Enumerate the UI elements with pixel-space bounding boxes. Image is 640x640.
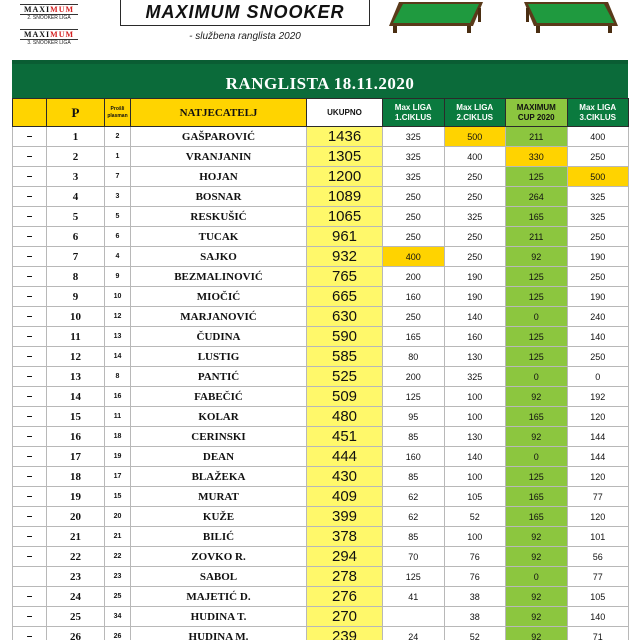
liga-cycle-2-points: 100 [444,527,506,547]
competitor-name: SAJKO [131,247,307,267]
maximum-cup-points: 92 [506,607,568,627]
liga-cycle-2-points: 130 [444,427,506,447]
liga-cycle-1-points: 62 [383,507,445,527]
liga-cycle-1-points: 85 [383,467,445,487]
maximum-cup-points: 92 [506,547,568,567]
previous-place-cell: 22 [105,547,131,567]
liga-cycle-1-points: 85 [383,427,445,447]
liga-cycle-3-points: 325 [567,187,629,207]
previous-place-cell: 2 [105,127,131,147]
movement-indicator: – [13,387,47,407]
movement-indicator: – [13,487,47,507]
previous-place-cell: 11 [105,407,131,427]
total-points: 480 [307,407,383,427]
liga-cycle-2-points: 105 [444,487,506,507]
movement-indicator: – [13,347,47,367]
liga-cycle-1-points: 250 [383,227,445,247]
position-cell: 23 [47,567,105,587]
liga-cycle-3-points: 190 [567,247,629,267]
position-cell: 20 [47,507,105,527]
liga-cycle-2-points: 325 [444,207,506,227]
table-header-row [13,99,629,127]
table-row [13,507,629,527]
liga-cycle-3-points: 192 [567,387,629,407]
maximum-cup-points: 92 [506,387,568,407]
table-row [13,187,629,207]
liga-cycle-2-points: 130 [444,347,506,367]
position-cell: 19 [47,487,105,507]
previous-place-cell: 4 [105,247,131,267]
position-cell: 1 [47,127,105,147]
table-row [13,307,629,327]
competitor-name: BILIĆ [131,527,307,547]
movement-indicator: – [13,407,47,427]
competitor-name: CERINSKI [131,427,307,447]
total-points: 525 [307,367,383,387]
header-total: UKUPNO [307,99,383,127]
previous-place-cell: 3 [105,187,131,207]
movement-indicator: – [13,547,47,567]
previous-place-cell: 7 [105,167,131,187]
maximum-cup-points: 165 [506,507,568,527]
maximum-cup-points: 0 [506,367,568,387]
liga-cycle-3-points: 101 [567,527,629,547]
previous-place-cell: 8 [105,367,131,387]
total-points: 1436 [307,127,383,147]
movement-indicator: – [13,167,47,187]
logo-caption: 3. SNOOKER LIGA [27,40,71,46]
movement-indicator: – [13,147,47,167]
movement-indicator: – [13,207,47,227]
competitor-name: ČUDINA [131,327,307,347]
previous-place-cell: 18 [105,427,131,447]
position-cell: 14 [47,387,105,407]
competitor-name: ZOVKO R. [131,547,307,567]
total-points: 409 [307,487,383,507]
liga-cycle-3-points: 120 [567,407,629,427]
liga-cycle-3-points: 105 [567,587,629,607]
position-cell: 3 [47,167,105,187]
table-row [13,167,629,187]
liga-cycle-2-points: 160 [444,327,506,347]
liga-cycle-1-points: 125 [383,387,445,407]
table-row [13,147,629,167]
maximum-cup-points: 125 [506,267,568,287]
liga-cycle-2-points: 76 [444,567,506,587]
total-points: 1305 [307,147,383,167]
table-row [13,227,629,247]
liga-cycle-3-points: 250 [567,147,629,167]
liga-cycle-1-points: 62 [383,487,445,507]
previous-place-cell: 1 [105,147,131,167]
header-move [13,99,47,127]
total-points: 1200 [307,167,383,187]
table-row [13,487,629,507]
liga-cycle-2-points: 76 [444,547,506,567]
liga-cycle-1-points: 325 [383,147,445,167]
liga-cycle-3-points: 77 [567,567,629,587]
league-2-logo [20,4,78,26]
position-cell: 8 [47,267,105,287]
table-row [13,427,629,447]
liga-cycle-3-points: 325 [567,207,629,227]
liga-cycle-2-points: 190 [444,287,506,307]
position-cell: 12 [47,347,105,367]
liga-cycle-3-points: 250 [567,227,629,247]
liga-cycle-2-points: 38 [444,607,506,627]
liga-cycle-2-points: 250 [444,227,506,247]
competitor-name: BEZMALINOVIĆ [131,267,307,287]
table-row [13,367,629,387]
movement-indicator: – [13,307,47,327]
total-points: 1065 [307,207,383,227]
competitor-name: KUŽE [131,507,307,527]
liga-cycle-1-points: 250 [383,307,445,327]
maximum-cup-points: 165 [506,407,568,427]
maximum-cup-points: 330 [506,147,568,167]
maximum-cup-points: 0 [506,567,568,587]
previous-place-cell: 14 [105,347,131,367]
ranking-heading: RANGLISTA 18.11.2020 [225,74,415,93]
movement-indicator: – [13,607,47,627]
table-row [13,207,629,227]
league-3-logo [20,29,78,51]
liga-cycle-2-points: 140 [444,307,506,327]
total-points: 932 [307,247,383,267]
competitor-name: MARJANOVIĆ [131,307,307,327]
competitor-name: DEAN [131,447,307,467]
competitor-name: MAJETIĆ D. [131,587,307,607]
total-points: 444 [307,447,383,467]
maximum-cup-points: 125 [506,287,568,307]
position-cell: 22 [47,547,105,567]
maximum-cup-points: 92 [506,587,568,607]
liga-cycle-3-points: 240 [567,307,629,327]
ranking-board [12,60,628,640]
liga-cycle-2-points: 325 [444,367,506,387]
page-header [0,0,640,60]
liga-cycle-1-points: 325 [383,167,445,187]
competitor-name: BOSNAR [131,187,307,207]
page-subtitle: - službena ranglista 2020 [189,31,301,42]
page-title-box [120,0,370,26]
liga-cycle-3-points: 77 [567,487,629,507]
maximum-cup-points: 211 [506,127,568,147]
competitor-name: HUDINA M. [131,627,307,640]
movement-indicator: – [13,427,47,447]
total-points: 378 [307,527,383,547]
previous-place-cell: 12 [105,307,131,327]
liga-cycle-2-points: 250 [444,167,506,187]
total-points: 961 [307,227,383,247]
table-row [13,447,629,467]
total-points: 430 [307,467,383,487]
total-points: 509 [307,387,383,407]
table-row [13,387,629,407]
competitor-name: SABOL [131,567,307,587]
liga-cycle-1-points: 250 [383,187,445,207]
previous-place-cell: 15 [105,487,131,507]
header-liga-cycle-3: Max LIGA 3.CIKLUS [567,99,629,127]
position-cell: 18 [47,467,105,487]
liga-cycle-2-points: 52 [444,507,506,527]
total-points: 399 [307,507,383,527]
maximum-cup-points: 0 [506,447,568,467]
previous-place-cell: 10 [105,287,131,307]
total-points: 665 [307,287,383,307]
movement-indicator: – [13,447,47,467]
movement-indicator: – [13,227,47,247]
liga-cycle-1-points [383,607,445,627]
competitor-name: MIOČIĆ [131,287,307,307]
table-row [13,527,629,547]
liga-cycle-3-points: 140 [567,327,629,347]
liga-cycle-1-points: 165 [383,327,445,347]
maximum-cup-points: 211 [506,227,568,247]
liga-cycle-1-points: 85 [383,527,445,547]
movement-indicator: – [13,367,47,387]
maximum-cup-points: 92 [506,627,568,640]
competitor-name: HUDINA T. [131,607,307,627]
table-row [13,347,629,367]
previous-place-cell: 21 [105,527,131,547]
previous-place-cell: 19 [105,447,131,467]
table-row [13,287,629,307]
maximum-cup-points: 125 [506,347,568,367]
table-row [13,407,629,427]
previous-place-cell: 9 [105,267,131,287]
liga-cycle-3-points: 120 [567,467,629,487]
liga-cycle-1-points: 160 [383,447,445,467]
position-cell: 7 [47,247,105,267]
total-points: 270 [307,607,383,627]
snooker-table-image [385,0,487,34]
header-maximum-cup: MAXIMUM CUP 2020 [506,99,568,127]
liga-cycle-3-points: 140 [567,607,629,627]
previous-place-cell: 23 [105,567,131,587]
liga-cycle-2-points: 500 [444,127,506,147]
competitor-name: GAŠPAROVIĆ [131,127,307,147]
position-cell: 16 [47,427,105,447]
total-points: 590 [307,327,383,347]
logo-wordmark: MAXIMUM [20,4,78,15]
liga-cycle-3-points: 250 [567,267,629,287]
movement-indicator: – [13,327,47,347]
previous-place-cell: 25 [105,587,131,607]
maximum-cup-points: 0 [506,307,568,327]
position-cell: 5 [47,207,105,227]
header-liga-cycle-2: Max LIGA 2.CIKLUS [444,99,506,127]
competitor-name: VRANJANIN [131,147,307,167]
liga-cycle-2-points: 250 [444,247,506,267]
table-row [13,547,629,567]
total-points: 585 [307,347,383,367]
competitor-name: BLAŽEKA [131,467,307,487]
competitor-name: TUCAK [131,227,307,247]
maximum-cup-points: 92 [506,427,568,447]
competitor-name: PANTIĆ [131,367,307,387]
liga-cycle-3-points: 56 [567,547,629,567]
previous-place-cell: 5 [105,207,131,227]
position-cell: 15 [47,407,105,427]
table-row [13,267,629,287]
liga-cycle-3-points: 144 [567,427,629,447]
position-cell: 6 [47,227,105,247]
total-points: 294 [307,547,383,567]
liga-cycle-1-points: 80 [383,347,445,367]
maximum-cup-points: 165 [506,487,568,507]
movement-indicator: – [13,267,47,287]
logo-caption: 2. SNOOKER LIGA [27,15,71,21]
total-points: 1089 [307,187,383,207]
snooker-table-image [520,0,622,34]
liga-cycle-1-points: 41 [383,587,445,607]
liga-cycle-3-points: 400 [567,127,629,147]
position-cell: 10 [47,307,105,327]
competitor-name: MURAT [131,487,307,507]
total-points: 765 [307,267,383,287]
position-cell: 25 [47,607,105,627]
liga-cycle-1-points: 250 [383,207,445,227]
previous-place-cell: 16 [105,387,131,407]
liga-cycle-3-points: 120 [567,507,629,527]
liga-cycle-3-points: 71 [567,627,629,640]
total-points: 451 [307,427,383,447]
table-row [13,587,629,607]
previous-place-cell: 20 [105,507,131,527]
competitor-name: LUSTIG [131,347,307,367]
liga-cycle-2-points: 140 [444,447,506,467]
liga-cycle-2-points: 100 [444,407,506,427]
movement-indicator [13,567,47,587]
header-previous-place: Prošli plasman [105,99,131,127]
movement-indicator: – [13,467,47,487]
maximum-cup-points: 165 [506,207,568,227]
competitor-name: RESKUŠIĆ [131,207,307,227]
position-cell: 13 [47,367,105,387]
table-row [13,127,629,147]
position-cell: 21 [47,527,105,547]
position-cell: 24 [47,587,105,607]
movement-indicator: – [13,587,47,607]
previous-place-cell: 17 [105,467,131,487]
total-points: 276 [307,587,383,607]
competitor-name: FABEČIĆ [131,387,307,407]
table-row [13,467,629,487]
position-cell: 9 [47,287,105,307]
table-row [13,607,629,627]
competitor-name: KOLAR [131,407,307,427]
position-cell: 2 [47,147,105,167]
liga-cycle-3-points: 190 [567,287,629,307]
liga-cycle-2-points: 400 [444,147,506,167]
liga-cycle-1-points: 24 [383,627,445,640]
liga-cycle-2-points: 250 [444,187,506,207]
position-cell: 4 [47,187,105,207]
total-points: 239 [307,627,383,640]
competitor-name: HOJAN [131,167,307,187]
liga-cycle-3-points: 500 [567,167,629,187]
maximum-cup-points: 92 [506,527,568,547]
movement-indicator: – [13,187,47,207]
previous-place-cell: 13 [105,327,131,347]
table-row [13,327,629,347]
position-cell: 11 [47,327,105,347]
movement-indicator: – [13,627,47,640]
liga-cycle-1-points: 325 [383,127,445,147]
header-position: P [47,99,105,127]
maximum-cup-points: 125 [506,327,568,347]
liga-cycle-2-points: 52 [444,627,506,640]
liga-cycle-2-points: 190 [444,267,506,287]
liga-cycle-1-points: 400 [383,247,445,267]
movement-indicator: – [13,527,47,547]
liga-cycle-1-points: 70 [383,547,445,567]
movement-indicator: – [13,507,47,527]
liga-cycle-1-points: 125 [383,567,445,587]
liga-cycle-3-points: 0 [567,367,629,387]
total-points: 278 [307,567,383,587]
liga-cycle-3-points: 144 [567,447,629,467]
liga-cycle-1-points: 200 [383,367,445,387]
maximum-cup-points: 125 [506,467,568,487]
movement-indicator: – [13,247,47,267]
movement-indicator: – [13,127,47,147]
page-title: MAXIMUM SNOOKER [145,2,345,22]
total-points: 630 [307,307,383,327]
table-row [13,627,629,640]
logo-wordmark: MAXIMUM [20,29,78,40]
maximum-cup-points: 125 [506,167,568,187]
liga-cycle-1-points: 200 [383,267,445,287]
previous-place-cell: 6 [105,227,131,247]
header-competitor: NATJECATELJ [131,99,307,127]
table-row [13,567,629,587]
header-liga-cycle-1: Max LIGA 1.CIKLUS [383,99,445,127]
table-row [13,247,629,267]
liga-cycle-2-points: 38 [444,587,506,607]
previous-place-cell: 34 [105,607,131,627]
liga-cycle-1-points: 95 [383,407,445,427]
ranking-table [12,98,629,640]
maximum-cup-points: 264 [506,187,568,207]
movement-indicator: – [13,287,47,307]
liga-cycle-2-points: 100 [444,467,506,487]
liga-cycle-1-points: 160 [383,287,445,307]
previous-place-cell: 26 [105,627,131,640]
maximum-cup-points: 92 [506,247,568,267]
liga-cycle-3-points: 250 [567,347,629,367]
liga-cycle-2-points: 100 [444,387,506,407]
position-cell: 17 [47,447,105,467]
position-cell: 26 [47,627,105,640]
